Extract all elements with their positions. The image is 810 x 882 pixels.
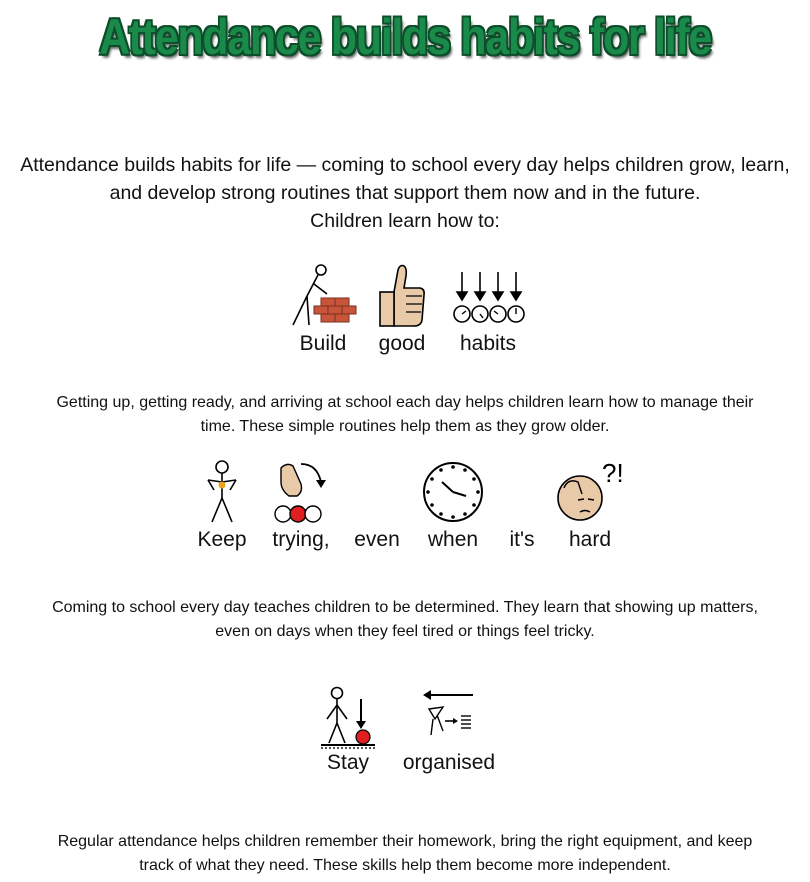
symbol-good: [374, 262, 430, 356]
word-its-wrap: [500, 528, 544, 552]
symbol-trying: [266, 458, 336, 552]
symbol-build: [286, 262, 360, 356]
word-trying: trying,: [272, 528, 330, 551]
section2-line-2: even on days when they feel tired or things feel tricky.: [215, 623, 595, 640]
symbol-stay: [318, 685, 378, 775]
section1-line-2: time. These simple routines help them as they grow older.: [200, 418, 610, 435]
svg-text:?!: ?!: [602, 458, 624, 488]
word-hard: hard: [568, 528, 612, 551]
intro-line-3: Children learn how to:: [310, 210, 500, 232]
word-keep: Keep: [197, 528, 247, 551]
word-build: Build: [299, 332, 347, 355]
word-stay: Stay: [326, 751, 370, 774]
section2-paragraph: [0, 596, 810, 644]
keep-person-icon: [202, 458, 242, 526]
word-good: good: [378, 332, 426, 355]
intro-paragraph: [0, 151, 810, 235]
word-its: it's: [509, 528, 535, 551]
section3-line-1: Regular attendance helps children remember their homework, bring the right equipment, and keep: [57, 833, 753, 850]
habits-icon: [450, 262, 526, 330]
thumbs-up-icon: [376, 262, 428, 330]
builder-icon: [287, 262, 359, 330]
stay-person-icon: [319, 685, 377, 751]
section3-paragraph: [0, 830, 810, 878]
word-habits: habits: [459, 332, 517, 355]
intro-line-2: and develop strong routines that support them now and in the future.: [109, 182, 701, 204]
symbol-habits: [448, 262, 528, 356]
section2-line-1: Coming to school every day teaches children to be determined. They learn that showing up matters,: [52, 599, 758, 616]
word-when: when: [427, 528, 479, 551]
section1-paragraph: [0, 391, 810, 439]
symbol-when: [418, 458, 488, 552]
word-organised: organised: [402, 751, 496, 774]
hard-face-icon: [552, 458, 628, 526]
section1-line-1: Getting up, getting ready, and arriving at school each day helps children learn how to manage their: [56, 394, 754, 411]
clock-icon: [420, 458, 486, 526]
symbol-organised: [398, 685, 500, 775]
intro-line-1: Attendance builds habits for life — coming to school every day helps children grow, learn,: [20, 154, 790, 176]
trying-hand-icon: [271, 458, 331, 526]
word-even-wrap: [348, 528, 406, 552]
organised-icon: [419, 685, 479, 751]
section3-line-2: track of what they need. These skills help them become more independent.: [139, 857, 671, 874]
symbol-keep: [196, 458, 248, 552]
symbol-hard: [552, 458, 628, 552]
word-even: even: [354, 528, 400, 551]
page-title: Attendance builds habits for life: [98, 9, 712, 65]
